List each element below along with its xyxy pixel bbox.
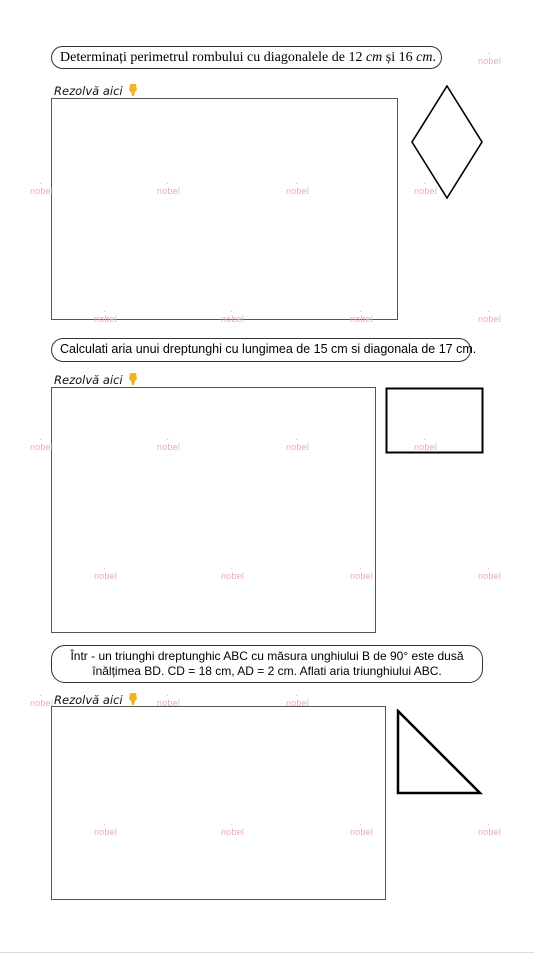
problem-3-answer-label: Rezolvă aici bbox=[54, 693, 123, 707]
watermark: · nobel bbox=[414, 186, 437, 196]
problem-3-line-2: înălțimea BD. CD = 18 cm, AD = 2 cm. Aflati aria triunghiului ABC. bbox=[92, 664, 442, 678]
pointing-down-hand-icon bbox=[127, 372, 139, 386]
problem-3-answer-box[interactable] bbox=[51, 706, 386, 900]
right-triangle-icon bbox=[396, 709, 484, 797]
problem-1-answer-box[interactable] bbox=[51, 98, 398, 320]
rhombus-icon bbox=[410, 84, 486, 200]
watermark: · nobel bbox=[286, 186, 309, 196]
watermark: · nobel bbox=[30, 442, 53, 452]
watermark: · nobel bbox=[221, 571, 244, 581]
watermark: · nobel bbox=[478, 56, 501, 66]
problem-2-answer-box[interactable] bbox=[51, 387, 376, 633]
page-bottom-divider bbox=[0, 952, 534, 953]
problem-1-unit-1: cm bbox=[365, 50, 383, 65]
problem-3-line-1: Într - un triunghi dreptunghic ABC cu măsura unghiului B de 90° este dusă bbox=[70, 649, 464, 663]
watermark: · nobel bbox=[350, 571, 373, 581]
problem-1-text-end: . bbox=[432, 50, 436, 65]
problem-1-answer-label: Rezolvă aici bbox=[54, 84, 123, 98]
watermark: · nobel bbox=[94, 827, 117, 837]
pointing-down-hand-icon bbox=[127, 83, 139, 97]
watermark: · nobel bbox=[157, 698, 180, 708]
watermark: · nobel bbox=[350, 314, 373, 324]
problem-2-answer-label: Rezolvă aici bbox=[54, 373, 123, 387]
watermark: · nobel bbox=[221, 827, 244, 837]
problem-1-statement bbox=[51, 46, 442, 69]
watermark: · nobel bbox=[30, 186, 53, 196]
watermark: · nobel bbox=[286, 442, 309, 452]
watermark: · nobel bbox=[478, 571, 501, 581]
watermark: · nobel bbox=[157, 442, 180, 452]
watermark: · nobel bbox=[286, 698, 309, 708]
problem-1-text: Determinați perimetrul rombului cu diagonalele de 12 bbox=[60, 50, 366, 65]
watermark: · nobel bbox=[221, 314, 244, 324]
problem-1-text-mid: și 16 bbox=[382, 50, 417, 65]
problem-1-unit-2: cm bbox=[416, 50, 433, 65]
watermark: · nobel bbox=[94, 571, 117, 581]
watermark: · nobel bbox=[30, 698, 53, 708]
watermark: · nobel bbox=[94, 314, 117, 324]
problem-2-text: Calculati aria unui dreptunghi cu lungimea de 15 cm si diagonala de 17 cm. bbox=[60, 342, 477, 356]
problem-3-statement bbox=[51, 645, 483, 683]
watermark: · nobel bbox=[414, 442, 437, 452]
watermark: · nobel bbox=[350, 827, 373, 837]
watermark: · nobel bbox=[478, 314, 501, 324]
watermark: · nobel bbox=[157, 186, 180, 196]
watermark: · nobel bbox=[478, 827, 501, 837]
problem-2-statement bbox=[51, 338, 477, 362]
pointing-down-hand-icon bbox=[127, 692, 139, 706]
